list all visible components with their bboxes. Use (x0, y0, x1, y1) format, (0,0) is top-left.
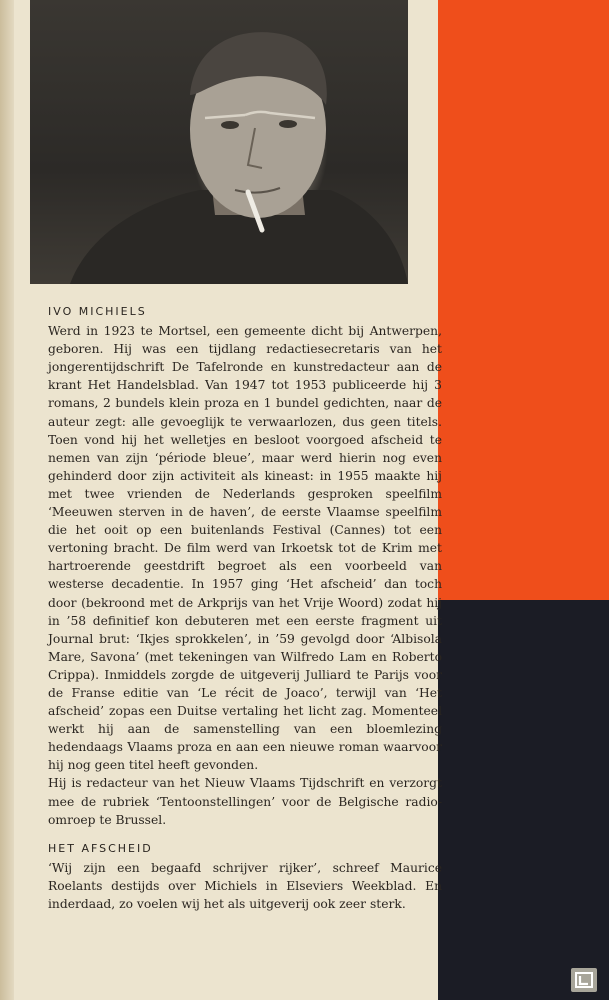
author-portrait-photo (30, 0, 408, 284)
navy-color-band (438, 600, 609, 1000)
portrait-illustration (30, 0, 408, 284)
publisher-logo-icon (571, 968, 597, 992)
back-cover-text (48, 303, 442, 913)
bio-paragraph-1: Werd in 1923 te Mortsel, een gemeente dicht bij Antwerpen, geboren. Hij was een tijdlang redactiesecretaris van het jongerentijdschrift De Tafelronde en kunstredacteur aan de krant Het Handelsblad. Van 1947 tot 1953 publiceerde hij 3 romans, 2 bundels klein proza en 1 bundel gedichten, naar de auteur zegt: alle gevoeglijk te verwaarlozen, dus geen titels. Toen vond hij het welletjes en besloot voorgoed afscheid te nemen van zijn ‘période bleue’, maar werd hierin nog even gehinderd door zijn activiteit als kineast: in 1955 maakte hij met twee vrienden de Nederlands gesproken speelfilm ‘Meeuwen sterven in de haven’, de eerste Vlaamse speelfilm die het ooit op een buitenlands Festival (Cannes) tot een vertoning bracht. De film werd van Irkoetsk tot de Krim met hartroerende geestdrift begroet als een voorbeeld van westerse decadentie. In 1957 ging ‘Het afscheid’ dan toch door (bekroond met de Arkprijs van het Vrije Woord) zodat hij in ’58 definitief kon debuteren met een eerste fragment uit Journal brut: ‘Ikjes sprokkelen’, in ’59 gevolgd door ‘Albisola Mare, Savona’ (met tekeningen van Wilfredo Lam en Roberto Crippa). Inmiddels zorgde de uitgeverij Julliard te Parijs voor de Franse editie van ‘Le récit de Joaco’, terwijl van ‘Het afscheid’ zopas een Duitse vertaling het licht zag. Momenteel werkt hij aan de samenstelling van een bloemlezing hedendaags Vlaams proza en aan een nieuwe roman waarvoor hij nog geen titel heeft gevonden. (48, 324, 442, 773)
cover-edge (0, 0, 14, 1000)
orange-color-band (438, 0, 609, 600)
book-paragraph: ‘Wij zijn een begaafd schrijver rijker’, schreef Maurice Roelants destijds over Michiels in Elseviers Weekblad. En inderdaad, zo voelen wij het als uitgeverij ook zeer sterk. (48, 860, 442, 911)
book-heading: HET AFSCHEID (48, 841, 153, 855)
bio-paragraph-2: Hij is redacteur van het Nieuw Vlaams Tijdschrift en verzorgt mee de rubriek ‘Tentoonstellingen’ voor de Belgische radio-omroep te Brussel. (48, 776, 442, 827)
author-heading: IVO MICHIELS (48, 305, 147, 318)
logo-mark (574, 971, 594, 989)
